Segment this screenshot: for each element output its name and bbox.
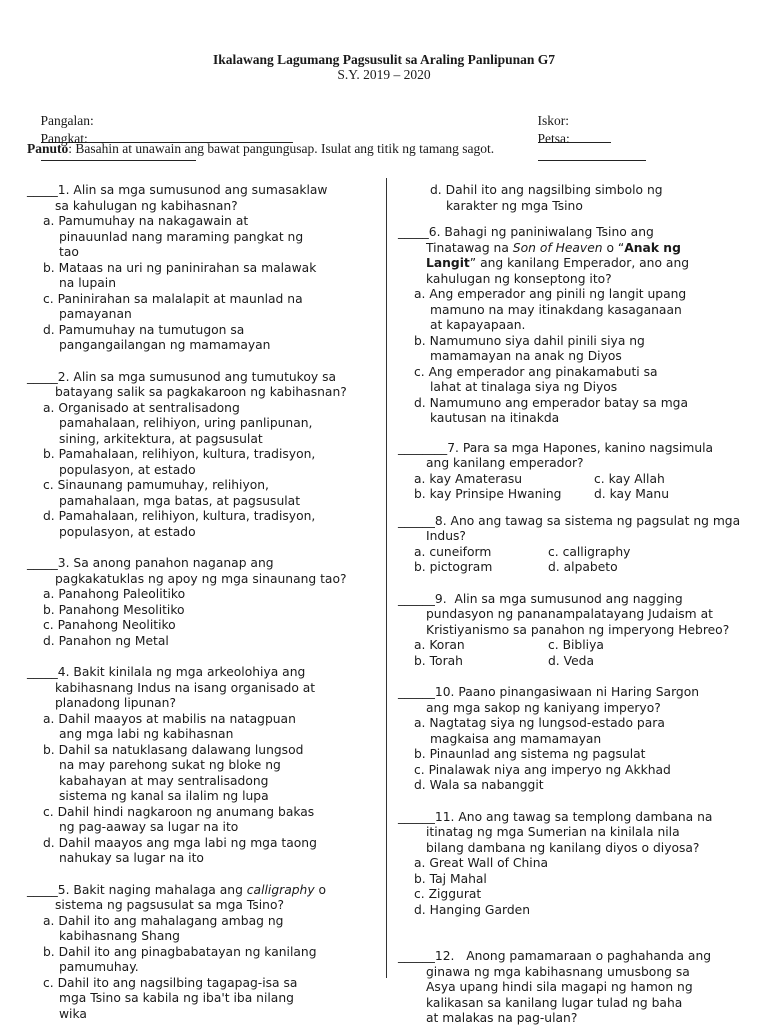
question-5: _____5. Bakit naging mahalaga ang calligraphy o sistema ng pagsusulat sa mga Tsino? a. Dahil ito ang mahalagang ambag ng kabihasnang Shang b. Dahil ito ang pinagbabatayan ng kanilang pamumuhay. c. Dahil ito ang nagsilbing tagapag-isa sa mga Tsino sa kabila ng iba't iba nilang wika <box>27 882 327 1021</box>
column-divider <box>386 178 387 978</box>
answer-blank[interactable]: ________ <box>398 440 448 455</box>
section-label: Pangkat: <box>40 131 88 146</box>
score-label: Iskor: <box>537 113 569 128</box>
question-9: ______9. Alin sa mga sumusunod ang nagging pundasyon ng pananampalatayang Judaism at Kristiyanismo sa panahon ng imperyong Hebreo? a. Koran c. Bibliya b. Torah d. Veda <box>398 591 730 668</box>
instructions-label: Panuto <box>27 141 69 156</box>
answer-blank[interactable]: ______ <box>398 591 435 606</box>
answer-blank[interactable]: _____ <box>398 225 429 239</box>
instructions-text: : Basahin at unawain ang bawat pangungusap. Isulat ang titik ng tamang sagot. <box>68 141 495 156</box>
school-year: S.Y. 2019 – 2020 <box>337 67 431 82</box>
answer-blank[interactable]: _____ <box>27 556 58 570</box>
date-row <box>524 115 646 181</box>
question-12: ______12. Anong pamamaraan o paghahanda ang ginawa ng mga kabihasnang umusbong sa Asya upang hindi sila magapi ng hamon ng kalikasan sa kanilang lugar tulad ng baha at malakas na pag-ulan? <box>398 949 712 1025</box>
right-column <box>398 183 748 1027</box>
name-label: Pangalan: <box>40 113 94 128</box>
date-field[interactable] <box>538 147 646 161</box>
question-6: _____6. Bahagi ng paniniwalang Tsino ang Tinatawag na Son of Heaven o “Anak ng Langit” ang kanilang Emperador, ano ang kahulugan ng konseptong ito? a. Ang emperador ang pinili ng langit upang mamuno na may itinakdang kasaganaan at kapayapaan. b. Namumuno siya dahil pinili siya ng mamamayan na anak ng Diyos c. Ang emperador ang pinakamabuti sa lahat at tinalaga siya ng Diyos d. Namumuno ang emperador batay sa mga kautusan na itinakda <box>398 225 690 425</box>
question-5-continued: d. Dahil ito ang nagsilbing simbolo ng karakter ng mga Tsino <box>430 183 663 213</box>
answer-blank[interactable]: _____ <box>27 369 58 384</box>
answer-blank[interactable]: ______ <box>398 513 435 528</box>
question-7: ________7. Para sa mga Hapones, kanino nagsimula ang kanilang emperador? a. kay Amaterasu c. kay Allah b. kay Prinsipe Hwaning d. kay Manu <box>398 440 714 501</box>
question-10: ______10. Paano pinangasiwaan ni Haring Sargon ang mga sakop ng kaniyang imperyo? a. Nagtatag siya ng lungsod-estado para magkaisa ang mamamayan b. Pinaunlad ang sistema ng pagsulat c. Pinalawak niya ang imperyo ng Akkhad d. Wala sa nabanggit <box>398 685 700 792</box>
question-2: _____2. Alin sa mga sumusunod ang tumutukoy sa batayang salik sa pagkakaroon ng kabihasnan? a. Organisado at sentralisadong pamahalaan, relihiyon, uring panlipunan, sining, arkitektura, at pagsusulat b. Pamahalaan, relihiyon, kultura, tradisyon, populasyon, at estado c. Sinaunang pamumuhay, relihiyon, pamahalaan, mga batas, at pagsusulat d. Pamahalaan, relihiyon, kultura, tradisyon, populasyon, at estado <box>27 369 347 539</box>
question-8: ______8. Ano ang tawag sa sistema ng pagsulat ng mga Indus? a. cuneiform c. calligraphy b. pictogram d. alpabeto <box>398 513 741 574</box>
answer-blank[interactable]: _____ <box>27 665 58 679</box>
answer-blank[interactable]: _____ <box>27 882 58 897</box>
left-column <box>27 183 379 1022</box>
exam-title: Ikalawang Lagumang Pagsusulit sa Araling Panlipunan G7 <box>212 52 556 67</box>
question-1: _____1. Alin sa mga sumusunod ang sumasaklaw sa kahulugan ng kabihasnan? a. Pamumuhay na nakagawain at pinauunlad nang maraming pangkat ng tao b. Mataas na uri ng paninirahan sa malawak na lupain c. Paninirahan sa malalapit at maunlad na pamayanan d. Pamumuhay na tumutugon sa pangangailangan ng mamamayan <box>27 183 328 352</box>
question-3: _____3. Sa anong panahon naganap ang pagkakatuklas ng apoy ng mga sinaunang tao? a. Panahong Paleolitiko b. Panahong Mesolitiko c. Panahong Neolitiko d. Panahon ng Metal <box>27 556 347 648</box>
answer-blank[interactable]: ______ <box>398 685 435 699</box>
answer-blank[interactable]: ______ <box>398 809 435 824</box>
question-4: _____4. Bakit kinilala ng mga arkeolohiya ang kabihasnang Indus na isang organisado at planadong lipunan? a. Dahil maayos at mabilis na natagpuan ang mga labi ng kabihasnan b. Dahil sa natuklasang dalawang lungsod na may parehong sukat ng bloke ng kabahayan at may sentralisadong sistema ng kanal sa ilalim ng lupa c. Dahil hindi nagkaroon ng anumang bakas ng pag-aaway sa lugar na ito d. Dahil maayos ang mga labi ng mga taong nahukay sa lugar na ito <box>27 665 317 865</box>
question-11: ______11. Ano ang tawag sa templong dambana na itinatag ng mga Sumerian na kinilala nila bilang dambana ng kanilang diyos o diyosa? a. Great Wall of China b. Taj Mahal c. Ziggurat d. Hanging Garden <box>398 809 713 917</box>
date-label: Petsa: <box>537 131 570 146</box>
answer-blank[interactable]: ______ <box>398 949 435 963</box>
instructions <box>27 141 494 157</box>
answer-blank[interactable]: _____ <box>27 183 58 197</box>
